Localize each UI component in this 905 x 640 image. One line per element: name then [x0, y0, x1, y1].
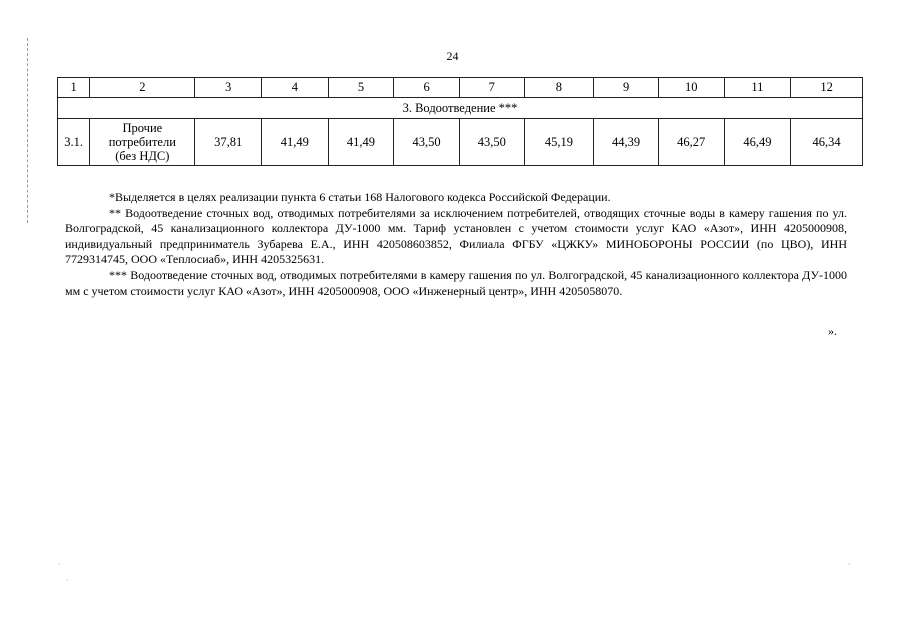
closing-quote-mark: ».: [828, 324, 837, 338]
scan-speck: ·: [58, 560, 61, 569]
tariff-value: 43,50: [394, 119, 460, 166]
scan-speck: ·: [66, 576, 69, 585]
footnote-general-drainage: ** Водоотведение сточных вод, отводимых потребителями за исключением потребителей, отводящих сточные воды в камеру гашения по ул. Волгоградской, 45 канализационного коллектора ДУ-1000 мм. Тариф установлен с учетом стоимости услуг КАО «Азот», ИНН 4205000908, индивидуальный предприниматель Зубарева Е.А., ИНН 420508603852, Филиала ФГБУ «ЦЖКУ» МИНОБОРОНЫ РОССИИ (по ЦВО), ИНН 7729314745, ООО «Теплосиаб», ИНН 4205325631.: [65, 205, 847, 267]
column-number-cell: 11: [724, 78, 791, 98]
row-name-line: Прочие: [122, 121, 163, 135]
section-title: 3. Водоотведение ***: [58, 98, 863, 119]
tariff-value: 45,19: [524, 119, 594, 166]
column-number-cell: 3: [195, 78, 262, 98]
row-number: 3.1.: [58, 119, 90, 166]
column-number-cell: 4: [262, 78, 329, 98]
tariff-value: 41,49: [328, 119, 394, 166]
tariff-value: 46,27: [658, 119, 724, 166]
tariff-value: 46,49: [724, 119, 791, 166]
column-number-cell: 1: [58, 78, 90, 98]
column-number-cell: 2: [90, 78, 195, 98]
tariff-table: [57, 77, 863, 166]
tariff-value: 41,49: [262, 119, 329, 166]
section-row: [58, 98, 863, 119]
page-number: 24: [446, 49, 459, 63]
row-name: [90, 119, 195, 166]
margin-rule: [27, 38, 29, 223]
tariff-value: 46,34: [791, 119, 863, 166]
row-name-line: потребители: [108, 135, 176, 149]
table-row: [58, 119, 863, 166]
tariff-value: 44,39: [594, 119, 659, 166]
column-number-cell: 8: [524, 78, 594, 98]
footnotes: [65, 190, 847, 299]
tariff-value: 43,50: [459, 119, 524, 166]
column-number-cell: 10: [658, 78, 724, 98]
column-number-row: [58, 78, 863, 98]
tariff-value: 37,81: [195, 119, 262, 166]
footnote-vat: *Выделяется в целях реализации пункта 6 статьи 168 Налогового кодекса Российской Федерации.: [109, 190, 611, 204]
column-number-cell: 9: [594, 78, 659, 98]
column-number-cell: 7: [459, 78, 524, 98]
column-number-cell: 12: [791, 78, 863, 98]
column-number-cell: 6: [394, 78, 460, 98]
row-name-line: (без НДС): [115, 149, 170, 163]
footnote-collector-drainage: *** Водоотведение сточных вод, отводимых потребителями в камеру гашения по ул. Волгоградской, 45 канализационного коллектора ДУ-1000 мм с учетом стоимости услуг КАО «Азот», ИНН 4205000908, ООО «Инженерный центр», ИНН 4205058070.: [65, 267, 847, 298]
scan-speck: ·: [848, 560, 851, 569]
column-number-cell: 5: [328, 78, 394, 98]
